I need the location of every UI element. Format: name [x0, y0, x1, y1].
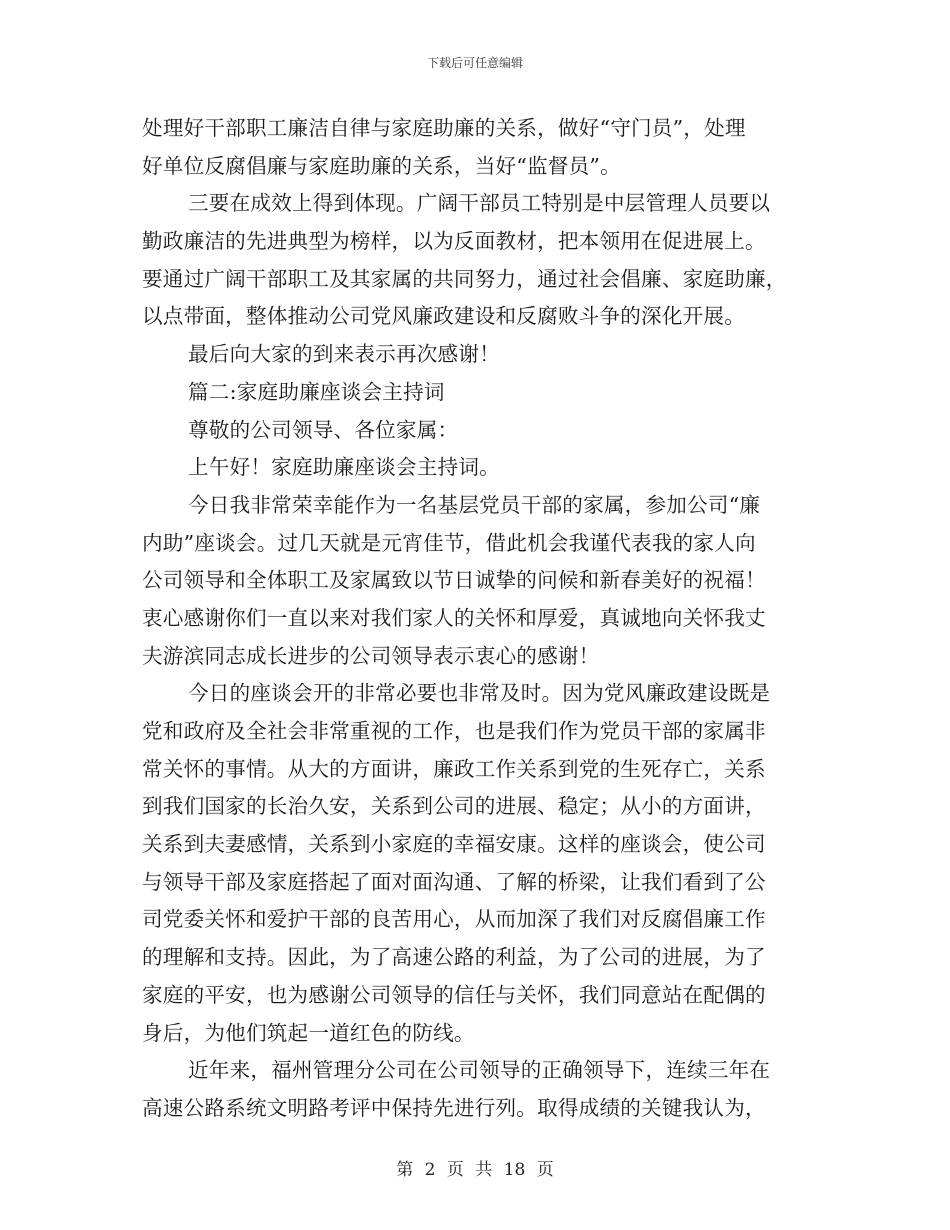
text-line: 衷心感谢你们一直以来对我们家人的关怀和厚爱，真诚地向关怀我丈 [142, 605, 766, 630]
text-line: 关系到夫妻感情，关系到小家庭的幸福安康。这样的座谈会，使公司 [142, 832, 766, 857]
text-line: 与领导干部及家庭搭起了面对面沟通、了解的桥梁，让我们看到了公 [142, 869, 766, 894]
text-line: 上午好！家庭助廉座谈会主持词。 [188, 455, 500, 480]
text-line: 司党委关怀和爱护干部的良苦用心，从而加深了我们对反腐倡廉工作 [142, 907, 766, 932]
text-line: 到我们国家的长治久安，关系到公司的进展、稳定；从小的方面讲， [142, 794, 766, 819]
text-line: 今日的座谈会开的非常必要也非常及时。因为党风廉政建设既是 [188, 681, 771, 706]
document-body [142, 110, 802, 1128]
text-line: 身后，为他们筑起一道红色的防线。 [142, 1020, 475, 1045]
text-line: 要通过广阔干部职工及其家属的共同努力，通过社会倡廉、家庭助廉， [142, 266, 787, 291]
page-header: 下载后可任意编辑 [426, 56, 523, 70]
text-line: 近年来，福州管理分公司在公司领导的正确领导下，连续三年在 [188, 1058, 771, 1083]
text-line: 家庭的平安，也为感谢公司领导的信任与关怀，我们同意站在配偶的 [142, 982, 766, 1007]
text-line: 今日我非常荣幸能作为一名基层党员干部的家属，参加公司“廉 [188, 492, 761, 517]
text-line: 公司领导和全体职工及家属致以节日诚挚的问候和新春美好的祝福！ [142, 568, 766, 593]
text-line: 处理好干部职工廉洁自律与家庭助廉的关系，做好“守门员”，处理 [142, 116, 746, 140]
text-line: 最后向大家的到来表示再次感谢！ [188, 342, 500, 367]
text-line: 常关怀的事情。从大的方面讲，廉政工作关系到党的生死存亡，关系 [142, 756, 766, 781]
text-line: 篇二:家庭助廉座谈会主持词 [188, 379, 445, 404]
text-line: 三要在成效上得到体现。广阔干部员工特别是中层管理人员要以 [188, 191, 771, 216]
text-line: 夫游滨同志成长进步的公司领导表示衷心的感谢！ [142, 643, 600, 668]
text-line: 的理解和支持。因此，为了高速公路的利益，为了公司的进展，为了 [142, 945, 766, 970]
text-line: 内助”座谈会。过几天就是元宵佳节，借此机会我谨代表我的家人向 [142, 530, 756, 555]
text-line: 好单位反腐倡廉与家庭助廉的关系，当好“监督员”。 [142, 153, 621, 178]
text-line: 以点带面，整体推动公司党风廉政建设和反腐败斗争的深化开展。 [142, 304, 746, 329]
page-footer: 第 2 页 共 18 页 [396, 1160, 554, 1180]
text-line: 高速公路系统文明路考评中保持先进行列。取得成绩的关键我认为， [142, 1095, 766, 1120]
text-line: 党和政府及全社会非常重视的工作，也是我们作为党员干部的家属非 [142, 719, 766, 743]
text-line: 勤政廉洁的先进典型为榜样，以为反面教材，把本领用在促进展上。 [142, 229, 766, 254]
text-line: 尊敬的公司领导、各位家属： [188, 417, 459, 442]
